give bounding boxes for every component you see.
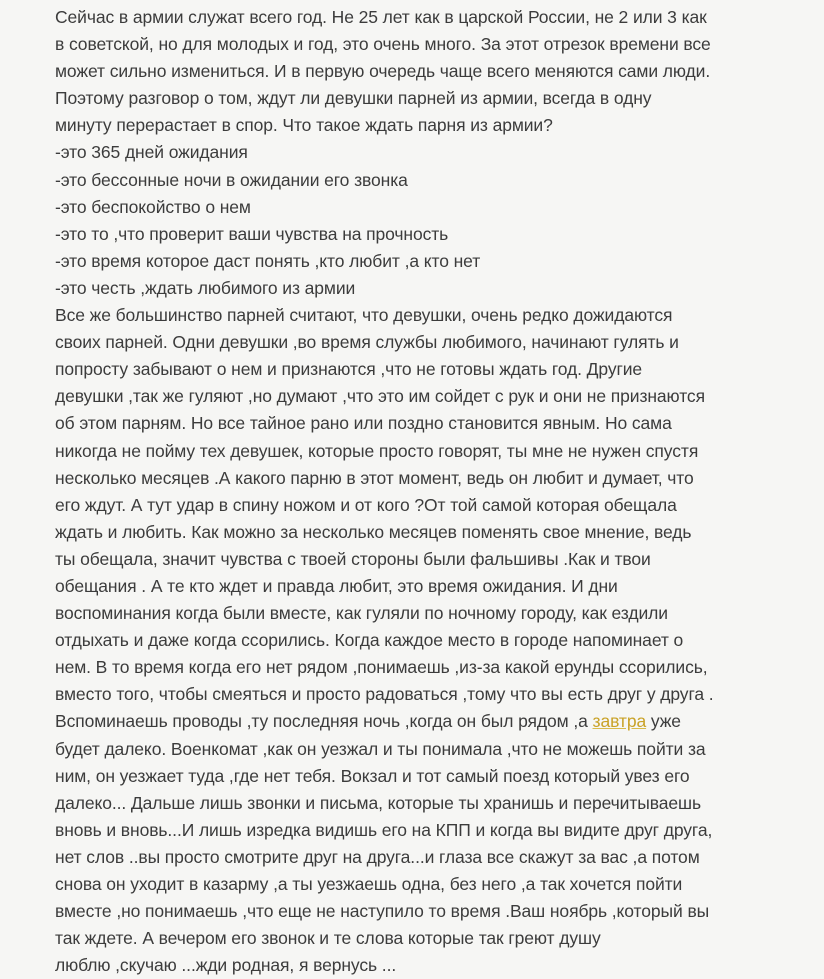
text-line: воспоминания когда были вместе, как гуляли по ночному городу, как ездили (55, 603, 668, 624)
text-line: будет далеко. Военкомат ,как он уезжал и ты понимала ,что не можешь пойти за (55, 738, 706, 759)
text-line: Все же большинство парней считают, что девушки, очень редко дожидаются (55, 305, 673, 326)
text-line: Сейчас в армии служат всего год. Не 25 лет как в царской России, не 2 или 3 как (55, 7, 707, 27)
text-line: минуту перерастает в спор. Что такое ждать парня из армии? (55, 115, 553, 136)
text-line: никогда не пойму тех девушек, которые просто говорят, ты мне не нужен спустя (55, 440, 699, 461)
text-line: своих парней. Одни девушки ,во время службы любимого, начинают гулять и (55, 332, 679, 353)
text-line: -это честь ,ждать любимого из армии (55, 277, 356, 298)
text-line: может сильно измениться. И в первую очередь чаще всего меняются сами люди. (55, 61, 711, 82)
text-line: обещания . А те кто ждет и правда любит, это время ожидания. И дни (55, 575, 618, 596)
text-line: об этом парням. Но все тайное рано или поздно становится явным. Но сама (55, 413, 672, 434)
text-line: -это то ,что проверит ваши чувства на прочность (55, 223, 449, 244)
text-fragment: уже (646, 711, 681, 732)
paragraph-lines-bottom (55, 736, 815, 979)
text-line: ним, он уезжает туда ,где нет тебя. Вокзал и тот самый поезд который увез его (55, 765, 690, 786)
text-line: вместо того, чтобы смеяться и просто радоваться ,тому что вы есть друг у друга . (55, 684, 714, 705)
text-line: Поэтому разговор о том, ждут ли девушки парней из армии, всегда в одну (55, 88, 652, 109)
text-line: его ждут. А тут удар в спину ножом и от кого ?От той самой которая обещала (55, 494, 677, 515)
text-line: -это бессонные ночи в ожидании его звонка (55, 169, 408, 190)
text-line: снова он уходит в казарму ,а ты уезжаешь одна, без него ,а так хочется пойти (55, 874, 683, 894)
text-line: люблю ,скучаю ...жди родная, я вернусь ... (55, 955, 397, 976)
text-line: вместе ,но понимаешь ,что еще не наступило то время .Ваш ноябрь ,который вы (55, 901, 710, 922)
text-line: далеко... Дальше лишь звонки и письма, которые ты хранишь и перечитываешь (55, 792, 701, 813)
note-text (55, 4, 815, 979)
zavtra-link[interactable]: завтра (592, 711, 647, 732)
paragraph-lines-top (55, 4, 815, 708)
text-line: так ждете. А вечером его звонок и те слова которые так греют душу (55, 928, 601, 949)
text-line: отдыхать и даже когда ссорились. Когда каждое место в городе напоминает о (55, 630, 684, 651)
text-line: нем. В то время когда его нет рядом ,понимаешь ,из-за какой ерунды ссорились, (55, 657, 708, 678)
text-line: ты обещала, значит чувства с твоей стороны были фальшивы .Как и твои (55, 548, 651, 569)
text-line: -это время которое даст понять ,кто любит ,а кто нет (55, 250, 481, 271)
text-line: -это 365 дней ожидания (55, 142, 248, 163)
text-line: попросту забывают о нем и признаются ,что не готовы ждать год. Другие (55, 359, 643, 380)
text-line: ждать и любить. Как можно за несколько месяцев поменять свое мнение, ведь (55, 521, 692, 542)
text-line: девушки ,так же гуляют ,но думают ,что это им сойдет с рук и они не признаются (55, 386, 705, 407)
text-line: несколько месяцев .А какого парню в этот момент, ведь он любит и думает, что (55, 467, 694, 488)
text-fragment: Вспоминаешь проводы ,ту последняя ночь ,когда он был рядом ,а (55, 711, 593, 732)
text-line: -это беспокойство о нем (55, 196, 251, 217)
text-line-with-link (55, 708, 815, 735)
text-line: вновь и вновь...И лишь изредка видишь его на КПП и когда вы видите друг друга, (55, 819, 713, 840)
text-line: нет слов ..вы просто смотрите друг на друга...и глаза все скажут за вас ,а потом (55, 846, 700, 867)
text-line: в советской, но для молодых и год, это очень много. За этот отрезок времени все (55, 34, 711, 55)
